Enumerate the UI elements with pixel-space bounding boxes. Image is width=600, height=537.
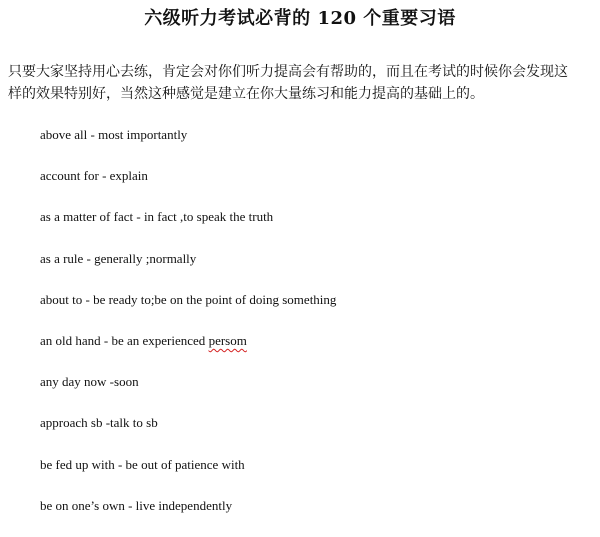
idiom-item: account for - explain (40, 168, 148, 184)
idiom-list (40, 125, 336, 537)
spellcheck-underlined-word: persom (208, 332, 247, 348)
idiom-item: as a matter of fact - in fact ,to speak the truth (40, 209, 274, 225)
intro-line-2: 样的效果特别好，当然这种感觉是建立在你大量练习和能力提高的基础上的。 (8, 86, 484, 102)
idiom-item: about to - be ready to;be on the point of doing something (40, 291, 337, 307)
idiom-item (40, 331, 336, 372)
idiom-item: above all - most importantly (40, 127, 188, 142)
idiom-item: be on one’s own - live independently (40, 497, 233, 513)
idiom-item: as a rule - generally ;normally (40, 250, 197, 266)
document-title: 六级听力考试必背的 120 个重要习语 (144, 8, 456, 29)
idiom-item: be fed up with - be out of patience with (40, 456, 245, 472)
intro-paragraph (8, 61, 596, 105)
idiom-item: approach sb -talk to sb (40, 415, 158, 431)
idiom-text: an old hand - be an experienced (40, 332, 209, 348)
idiom-item: any day now -soon (40, 374, 139, 390)
intro-line-1: 只要大家坚持用心去练，肯定会对你们听力提高会有帮助的，而且在考试的时候你会发现这 (8, 64, 568, 80)
